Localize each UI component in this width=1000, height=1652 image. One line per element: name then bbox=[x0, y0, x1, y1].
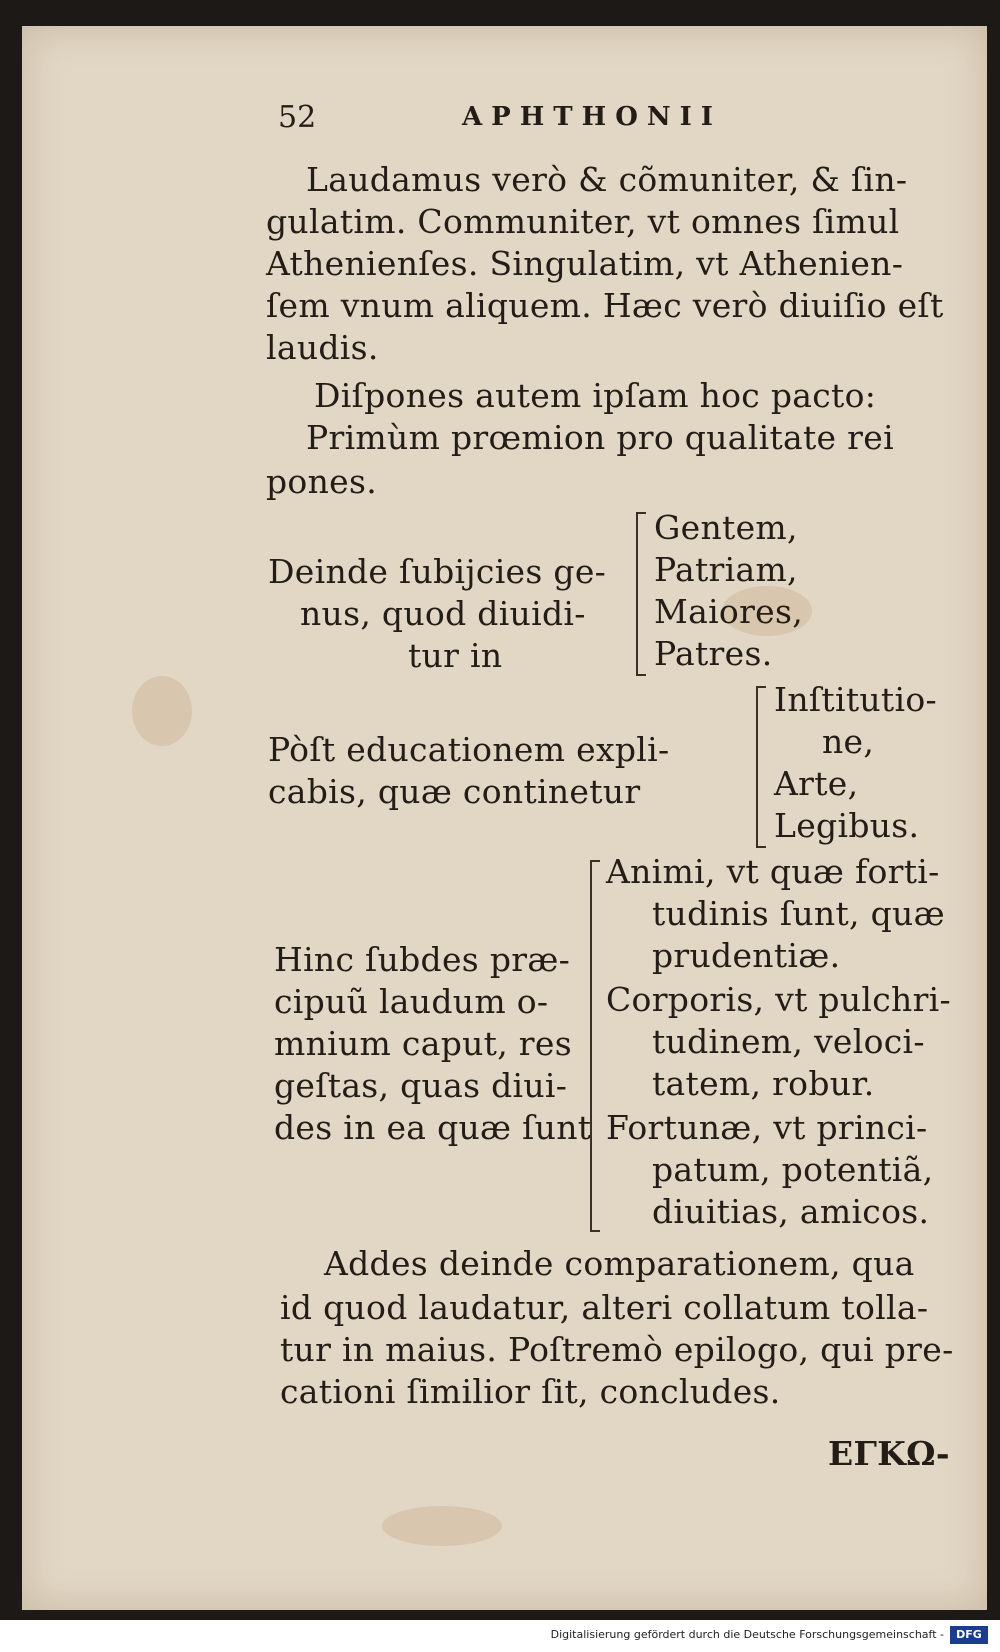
text-line: Addes deinde comparationem, qua bbox=[324, 1244, 915, 1283]
digitization-footer bbox=[0, 1620, 1000, 1652]
dfg-logo: DFG bbox=[950, 1626, 988, 1644]
text-line: Hinc ſubdes præ- bbox=[274, 940, 571, 979]
text-line: tudinis ſunt, quæ bbox=[652, 894, 945, 933]
text-line: id quod laudatur, alteri collatum tolla- bbox=[280, 1288, 929, 1327]
text-line: ſem vnum aliquem. Hæc verò diuiſio eſt bbox=[266, 286, 944, 325]
text-line: Gentem, bbox=[654, 508, 798, 547]
text-line: diuitias, amicos. bbox=[652, 1192, 930, 1231]
text-line: patum, potentiã, bbox=[652, 1150, 934, 1189]
text-line: Corporis, vt pulchri- bbox=[606, 980, 951, 1019]
text-line: tatem, robur. bbox=[652, 1064, 875, 1103]
text-line: Legibus. bbox=[774, 806, 920, 845]
foxing-stain bbox=[132, 676, 192, 746]
footer-credit: Digitalisierung gefördert durch die Deutsche Forschungsgemeinschaft - bbox=[550, 1628, 944, 1641]
text-line: tur in bbox=[408, 636, 503, 675]
text-line: mnium caput, res bbox=[274, 1024, 572, 1063]
text-line: pones. bbox=[266, 462, 377, 501]
text-line: prudentiæ. bbox=[652, 936, 841, 975]
text-line: tur in maius. Poſtremò epilogo, qui pre- bbox=[280, 1330, 954, 1369]
text-line: nus, quod diuidi- bbox=[300, 594, 586, 633]
brace bbox=[636, 512, 646, 676]
page-number: 52 bbox=[278, 100, 317, 135]
text-line: Inſtitutio- bbox=[774, 680, 937, 719]
text-line: ne, bbox=[822, 722, 875, 761]
text-line: laudis. bbox=[266, 328, 379, 367]
brace bbox=[590, 860, 600, 1232]
text-line: geſtas, quas diui- bbox=[274, 1066, 568, 1105]
text-line: Animi, vt quæ forti- bbox=[606, 852, 940, 891]
text-line: Fortunæ, vt princi- bbox=[606, 1108, 928, 1147]
text-line: tudinem, veloci- bbox=[652, 1022, 925, 1061]
catchword: ΕΓΚΩ- bbox=[828, 1434, 950, 1473]
text-line: cipuũ laudum o- bbox=[274, 982, 549, 1021]
text-line: Deinde ſubijcies ge- bbox=[268, 552, 607, 591]
text-line: Pòſt educationem expli- bbox=[268, 730, 670, 769]
text-line: Patriam, bbox=[654, 550, 798, 589]
text-line: Diſpones autem ipſam hoc pacto: bbox=[314, 376, 877, 415]
text-line: cabis, quæ continetur bbox=[268, 772, 641, 811]
running-title: APHTHONII bbox=[462, 102, 722, 132]
brace bbox=[756, 686, 766, 848]
text-line: Maiores, bbox=[654, 592, 804, 631]
text-line: Patres. bbox=[654, 634, 773, 673]
foxing-stain bbox=[382, 1506, 502, 1546]
text-line: cationi ſimilior ſit, concludes. bbox=[280, 1372, 781, 1411]
text-line: Arte, bbox=[774, 764, 859, 803]
text-line: Athenienſes. Singulatim, vt Athenien- bbox=[266, 244, 904, 283]
text-line: des in ea quæ ſunt bbox=[274, 1108, 592, 1147]
text-line: gulatim. Communiter, vt omnes ſimul bbox=[266, 202, 900, 241]
text-line: Primùm prœmion pro qualitate rei bbox=[306, 418, 894, 457]
text-line: Laudamus verò & cõmuniter, & ſin- bbox=[306, 160, 908, 199]
